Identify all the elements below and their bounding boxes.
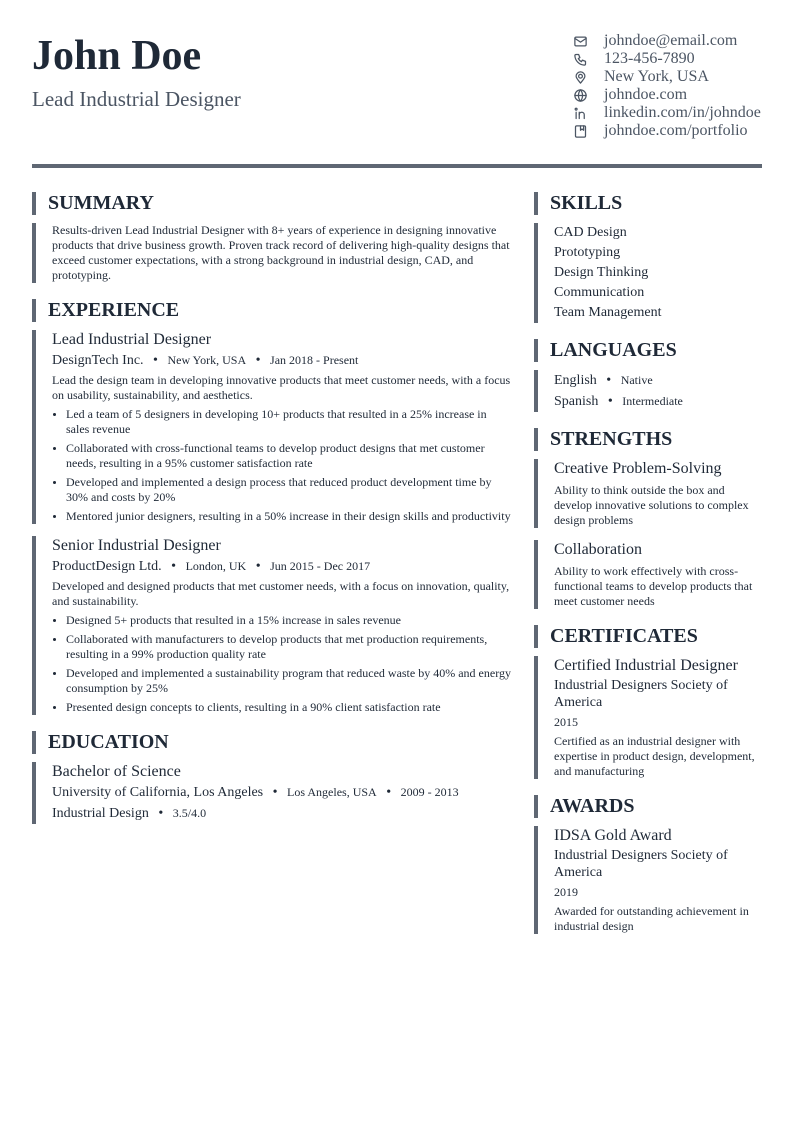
- awards-section: [534, 795, 762, 934]
- achievement-item: • Designed 5+ products that resulted in a 15% increase in sales revenue: [66, 613, 512, 628]
- job-title: Senior Industrial Designer: [52, 537, 221, 554]
- award-issuer: Industrial Designers Society of America: [554, 848, 728, 880]
- job-meta: [52, 350, 512, 371]
- certificate-title: Certified Industrial Designer: [554, 657, 738, 674]
- contact-list: [572, 32, 772, 140]
- separator-dot: •: [607, 394, 613, 409]
- contact-phone[interactable]: [572, 50, 772, 68]
- globe-icon: [572, 87, 589, 104]
- education-meta: [52, 782, 512, 803]
- contact-portfolio-text: johndoe.com/portfolio: [604, 122, 748, 139]
- language-name: English: [554, 373, 597, 388]
- contact-website[interactable]: [572, 86, 772, 104]
- school-name: University of California, Los Angeles: [52, 785, 264, 800]
- language-level: Intermediate: [622, 394, 683, 408]
- job-description: Lead the design team in developing innovative products that meet customer needs, with a focus on usability, sustainability, and aesthetics.: [52, 373, 511, 402]
- job-dates: Jun 2015 - Dec 2017: [270, 559, 371, 573]
- education-entry: [32, 762, 512, 824]
- experience-section: [32, 299, 512, 715]
- resume-page: [32, 0, 762, 933]
- skill-item: Prototyping: [554, 245, 621, 260]
- portfolio-icon: [572, 123, 589, 140]
- education-section: [32, 731, 512, 824]
- strengths-heading: STRENGTHS: [534, 428, 762, 451]
- languages-list: [534, 370, 762, 412]
- separator-dot: •: [153, 353, 158, 368]
- resume-header: [32, 0, 762, 168]
- achievement-item: • Developed and implemented a design process that reduced product development time by 30% and costs by 20%: [66, 475, 512, 505]
- achievement-item: • Collaborated with manufacturers to develop products that met production requirements, resulting in a 99% production quality rate: [66, 632, 512, 662]
- job-description: Developed and designed products that met customer needs, with a focus on innovation, quality, and sustainability.: [52, 579, 510, 608]
- skills-heading: SKILLS: [534, 192, 762, 215]
- certificate-year: 2015: [554, 715, 578, 729]
- languages-section: [534, 339, 762, 412]
- award-description: Awarded for outstanding achievement in industrial design: [554, 904, 749, 933]
- mail-icon: [572, 33, 589, 50]
- separator-dot: •: [255, 559, 261, 574]
- achievement-item: • Led a team of 5 designers in developing 10+ products that resulted in a 25% increase in sales revenue: [66, 407, 512, 437]
- contact-linkedin[interactable]: [572, 104, 772, 122]
- education-dates: 2009 - 2013: [400, 785, 459, 799]
- map-pin-icon: [572, 69, 589, 86]
- summary-text: Results-driven Lead Industrial Designer with 8+ years of experience in designing innovative products that drive business growth. Proven track record of delivering high-quality designs that exceed customer expectations, with a strong background in industrial design, CAD, and prototyping.: [32, 223, 512, 283]
- contact-email-text: johndoe@email.com: [604, 32, 738, 49]
- separator-dot: •: [171, 559, 177, 574]
- right-column: [534, 192, 762, 950]
- certificates-section: [534, 625, 762, 779]
- linkedin-icon: [572, 105, 589, 122]
- contact-portfolio[interactable]: [572, 122, 772, 140]
- job-location: London, UK: [185, 559, 247, 573]
- job-title: Lead Industrial Designer: [52, 331, 212, 348]
- language-level: Native: [620, 373, 653, 387]
- language-item: [554, 370, 762, 391]
- achievement-item: • Collaborated with cross-functional teams to develop product designs that met customer needs, resulting in a 95% customer satisfaction rate: [66, 441, 512, 471]
- achievement-item: • Developed and implemented a sustainability program that reduced waste by 40% and energy consumption by 25%: [66, 666, 512, 696]
- skills-section: [534, 192, 762, 323]
- strength-entry: [534, 459, 762, 528]
- strength-title: Collaboration: [554, 541, 642, 558]
- certificates-heading: CERTIFICATES: [534, 625, 762, 648]
- separator-dot: •: [255, 353, 261, 368]
- skill-item: Communication: [554, 285, 645, 300]
- summary-heading: SUMMARY: [32, 192, 512, 215]
- separator-dot: •: [606, 373, 612, 388]
- award-title: IDSA Gold Award: [554, 827, 672, 844]
- languages-heading: LANGUAGES: [534, 339, 762, 362]
- separator-dot: •: [158, 806, 164, 821]
- school-location: Los Angeles, USA: [287, 785, 377, 799]
- experience-entry: [32, 330, 512, 524]
- language-name: Spanish: [554, 394, 599, 409]
- candidate-name: John Doe: [32, 33, 202, 79]
- strengths-section: [534, 428, 762, 609]
- job-location: New York, USA: [167, 353, 247, 367]
- contact-location: [572, 68, 772, 86]
- strength-description: Ability to think outside the box and develop innovative solutions to complex design problems: [554, 483, 749, 527]
- contact-linkedin-text: linkedin.com/in/johndoe: [604, 104, 761, 121]
- strength-entry: [534, 540, 762, 609]
- achievement-item: • Presented design concepts to clients, resulting in a 90% client satisfaction rate: [66, 700, 512, 715]
- certificate-issuer: Industrial Designers Society of America: [554, 678, 728, 710]
- language-item: [554, 391, 762, 412]
- skills-list: [534, 223, 762, 323]
- certificate-description: Certified as an industrial designer with expertise in product design, development, and manufacturing: [554, 734, 755, 778]
- awards-heading: AWARDS: [534, 795, 762, 818]
- contact-email[interactable]: [572, 32, 772, 50]
- left-column: [32, 192, 512, 840]
- strength-description: Ability to work effectively with cross-functional teams to develop products that meet customer needs: [554, 564, 753, 608]
- job-meta: [52, 556, 512, 577]
- summary-section: [32, 192, 512, 283]
- experience-heading: EXPERIENCE: [32, 299, 512, 322]
- award-year: 2019: [554, 885, 578, 899]
- separator-dot: •: [272, 785, 278, 800]
- skill-item: Design Thinking: [554, 265, 649, 280]
- phone-icon: [572, 51, 589, 68]
- gpa: 3.5/4.0: [172, 806, 207, 820]
- skill-item: CAD Design: [554, 225, 627, 240]
- award-entry: [534, 826, 762, 934]
- job-achievements: [52, 613, 512, 715]
- job-company: DesignTech Inc.: [52, 353, 144, 368]
- contact-website-text: johndoe.com: [604, 86, 688, 103]
- job-achievements: [52, 407, 512, 524]
- achievement-item: • Mentored junior designers, resulting in a 50% increase in their design skills and productivity: [66, 509, 512, 524]
- degree: Bachelor of Science: [52, 763, 181, 780]
- candidate-title: Lead Industrial Designer: [32, 87, 241, 111]
- separator-dot: •: [386, 785, 392, 800]
- skill-item: Team Management: [554, 305, 662, 320]
- field-of-study: Industrial Design: [52, 806, 149, 821]
- job-dates: Jan 2018 - Present: [270, 353, 359, 367]
- contact-location-text: New York, USA: [604, 68, 709, 85]
- education-heading: EDUCATION: [32, 731, 512, 754]
- contact-phone-text: 123-456-7890: [604, 50, 695, 67]
- strength-title: Creative Problem-Solving: [554, 460, 722, 477]
- experience-entry: [32, 536, 512, 715]
- job-company: ProductDesign Ltd.: [52, 559, 162, 574]
- education-field-row: [52, 803, 512, 824]
- certificate-entry: [534, 656, 762, 779]
